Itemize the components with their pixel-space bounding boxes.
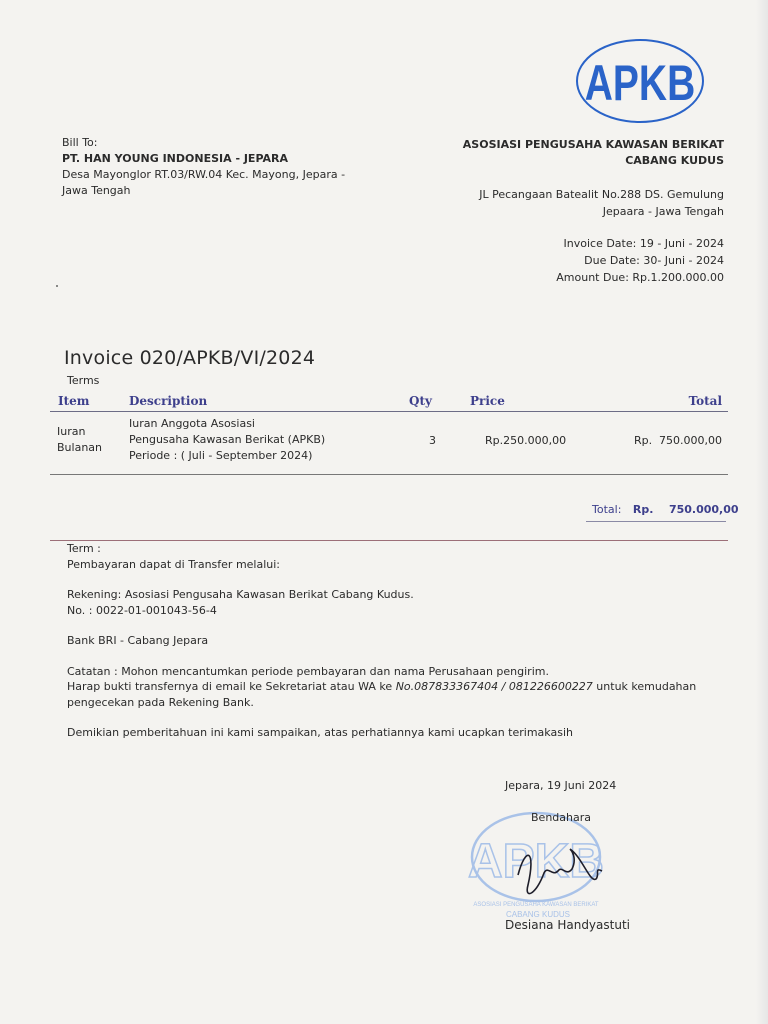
total-currency: Rp.	[632, 503, 654, 516]
bill-to-company: PT. HAN YOUNG INDONESIA - JEPARA	[62, 152, 288, 165]
org-address-line2: Jepaara - Jawa Tengah	[602, 205, 724, 218]
header-total: Total	[688, 394, 722, 408]
harap-text	[67, 679, 727, 710]
bank-text: Bank BRI - Cabang Jepara	[67, 634, 209, 647]
row-total-value: 750.000,00	[659, 434, 722, 447]
stamp-text: APKB	[467, 835, 605, 888]
org-address-line1: JL Pecangaan Batealit No.288 DS. Gemulung	[479, 188, 724, 201]
total-value: 750.000,00	[668, 503, 739, 516]
transfer-text: Pembayaran dapat di Transfer melalui:	[67, 557, 281, 571]
closing-text: Demikian pemberitahuan ini kami sampaikan, atas perhatiannya kami ucapkan terimakasih	[67, 726, 573, 739]
harap-prefix: Harap bukti transfernya di email ke Sekretariat atau WA ke	[67, 680, 396, 693]
paper-edge-shadow	[756, 0, 768, 1024]
apkb-logo	[574, 37, 706, 125]
org-name-line2: CABANG KUDUS	[625, 154, 724, 167]
table-header	[50, 393, 728, 412]
invoice-title: Invoice 020/APKB/VI/2024	[64, 347, 316, 369]
rekening-text: Rekening: Asosiasi Pengusaha Kawasan Berikat Cabang Kudus.	[67, 588, 414, 601]
bill-to-block	[62, 135, 372, 199]
stamp-ring-text: ASOSIASI PENGUSAHA KAWASAN BERIKAT	[473, 902, 599, 908]
logo-text: APKB	[584, 54, 696, 112]
org-name-block	[463, 137, 724, 169]
header-item: Item	[58, 394, 90, 408]
term-label: Term :	[67, 542, 101, 555]
row-desc-line1: Iuran Anggota Asosiasi	[129, 417, 255, 430]
stamp-bottom-text: CABANG KUDUS	[505, 910, 571, 919]
header-price: Price	[470, 394, 505, 408]
total-underline	[586, 521, 726, 522]
payment-notes	[67, 541, 727, 741]
row-description	[129, 416, 325, 464]
row-qty: 3	[429, 434, 436, 447]
invoice-date: Invoice Date: 19 - Juni - 2024	[563, 237, 724, 250]
row-price: Rp.250.000,00	[485, 434, 567, 447]
row-total-currency: Rp.	[634, 434, 653, 447]
bill-to-label: Bill To:	[62, 136, 98, 149]
scan-speck	[56, 285, 58, 287]
place-date: Jepara, 19 Juni 2024	[505, 779, 617, 792]
bill-to-address: Desa Mayonglor RT.03/RW.04 Kec. Mayong, Jepara - Jawa Tengah	[62, 168, 346, 197]
account-number: No. : 0022-01-001043-56-4	[67, 603, 217, 617]
row-item-line1: Iuran	[57, 425, 86, 438]
invoice-dates-block	[556, 235, 724, 286]
row-item	[57, 424, 102, 456]
phone-numbers: No.087833367404 / 081226600227	[395, 680, 593, 693]
signature-name: Desiana Handyastuti	[505, 918, 630, 932]
terms-label: Terms	[67, 374, 100, 387]
signature-role: Bendahara	[531, 811, 591, 824]
due-date: Due Date: 30- Juni - 2024	[584, 254, 724, 267]
header-qty: Qty	[409, 394, 432, 408]
org-address-block	[479, 186, 724, 220]
amount-due: Amount Due: Rp.1.200.000.00	[556, 271, 724, 284]
total-label: Total:	[592, 503, 622, 516]
grand-total	[592, 503, 739, 516]
table-row	[50, 416, 728, 475]
org-name-line1: ASOSIASI PENGUSAHA KAWASAN BERIKAT	[462, 138, 724, 151]
harap-suffix: untuk kemudahan pengecekan pada Rekening Bank.	[67, 680, 697, 709]
row-desc-line2: Pengusaha Kawasan Berikat (APKB)	[129, 433, 326, 446]
catatan-text: Catatan : Mohon mencantumkan periode pembayaran dan nama Perusahaan pengirim.	[67, 664, 549, 678]
row-desc-line3: Periode : ( Juli - September 2024)	[129, 449, 313, 462]
header-description: Description	[129, 394, 208, 408]
row-item-line2: Bulanan	[57, 441, 102, 454]
